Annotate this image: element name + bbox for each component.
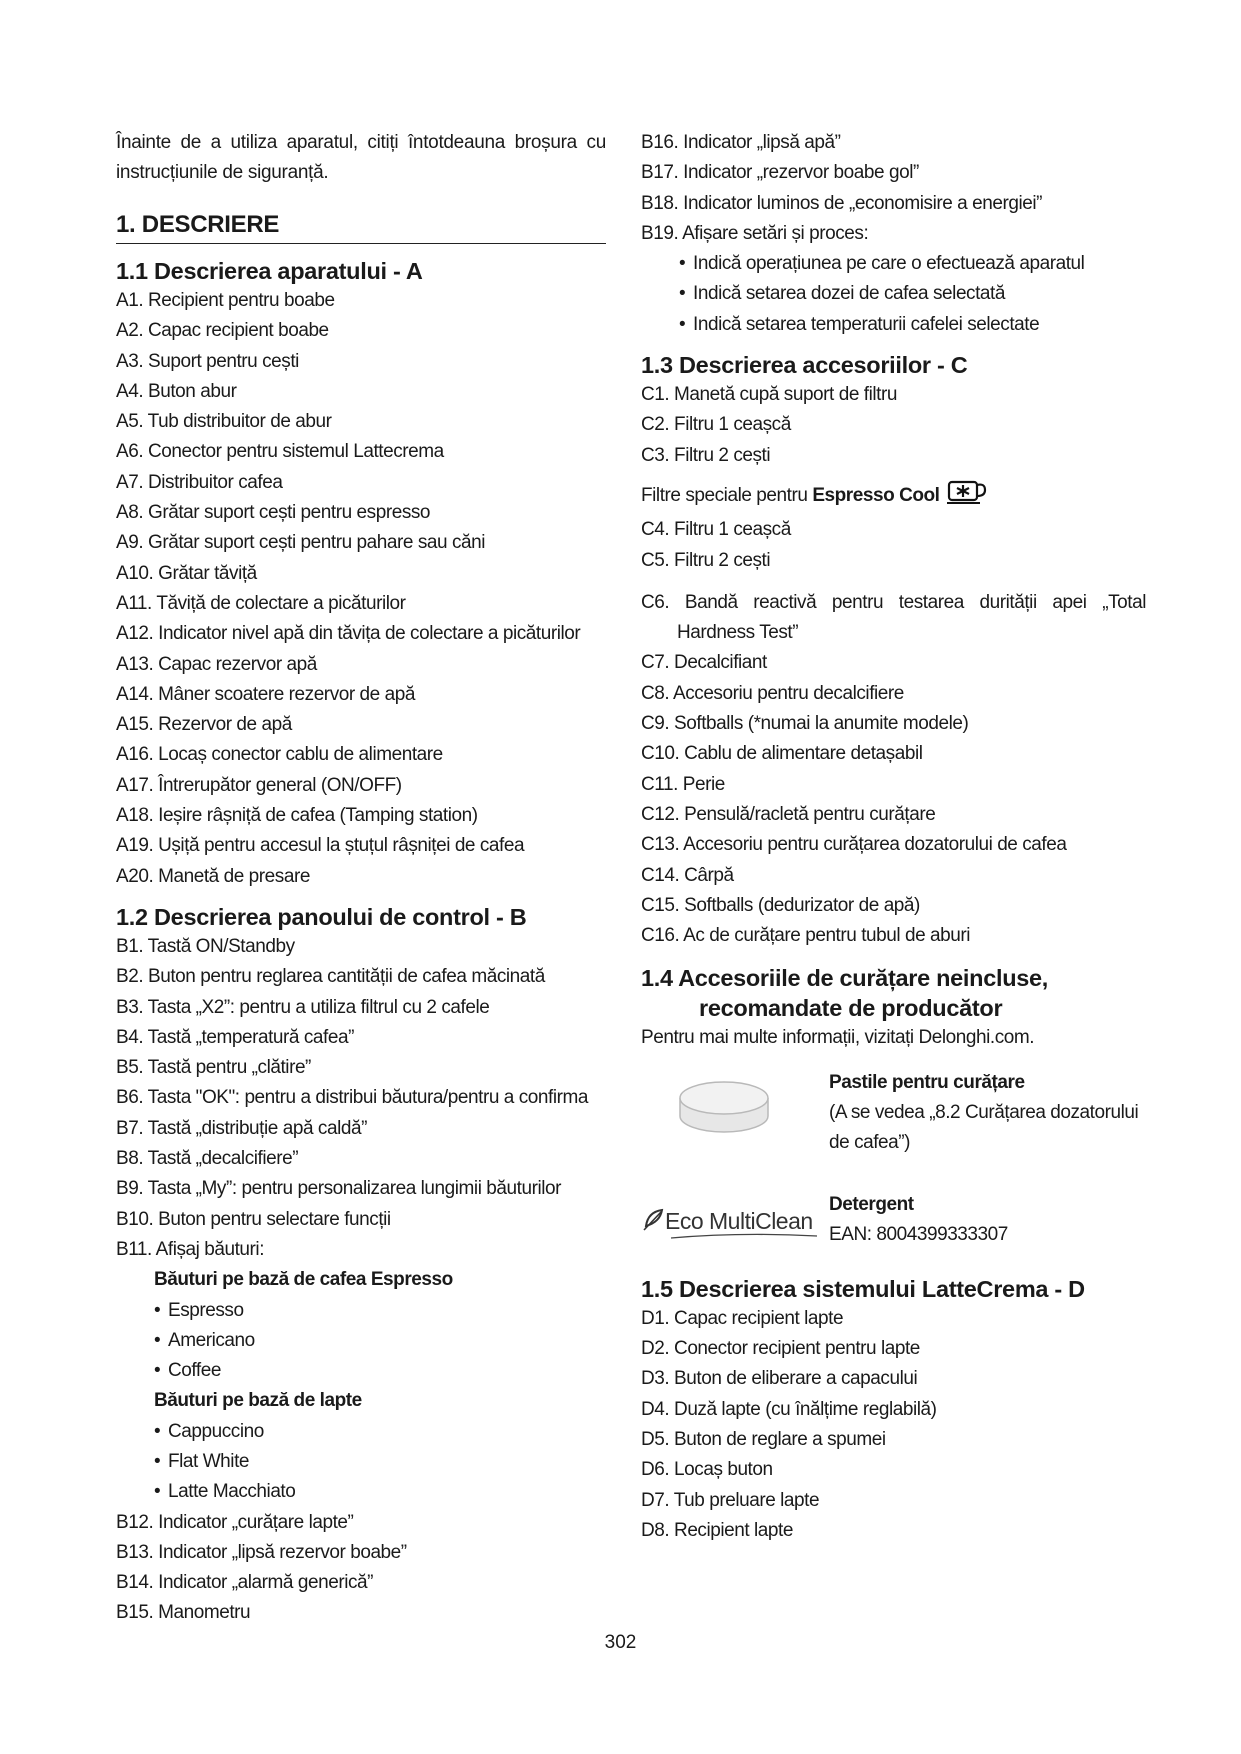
coffee-drinks-subheading: Băuturi pe bază de cafea Espresso	[154, 1269, 453, 1291]
special-filters-label: Filtre speciale pentru	[641, 484, 808, 506]
list-item: C8. Accesoriu pentru decalcifiere	[641, 682, 904, 704]
list-item: A4. Buton abur	[116, 380, 237, 402]
section-1-1-heading: 1.1 Descrierea aparatului - A	[116, 258, 423, 284]
list-item: B4. Tastă „temperatură cafea”	[116, 1026, 354, 1048]
cleaning-tablets-product	[641, 1068, 1146, 1180]
list-item: A12. Indicator nivel apă din tăvița de colectare a picăturilor	[116, 623, 581, 645]
eco-multiclean-product	[641, 1190, 1146, 1270]
section-1-2-heading: 1.2 Descrierea panoului de control - B	[116, 903, 527, 930]
list-item: B12. Indicator „curățare lapte”	[116, 1511, 354, 1533]
list-item: D4. Duză lapte (cu înălțime reglabilă)	[641, 1398, 937, 1420]
appliance-parts-list	[116, 286, 606, 892]
list-item: A7. Distribuitor cafea	[116, 471, 283, 493]
cleaning-tablets-title: Pastile pentru curățare	[829, 1071, 1025, 1093]
bullet-item: • Latte Macchiato	[116, 1477, 606, 1507]
accessories-list	[641, 380, 1146, 951]
list-item: B5. Tastă pentru „clătire”	[116, 1057, 311, 1079]
list-item: C9. Softballs (*numai la anumite modele)	[641, 713, 969, 735]
list-item: A2. Capac recipient boabe	[116, 320, 329, 342]
list-item: A14. Mâner scoatere rezervor de apă	[116, 683, 415, 705]
control-panel-list	[116, 932, 606, 1629]
section-1-4-heading	[641, 963, 1146, 1023]
list-item: C5. Filtru 2 cești	[641, 549, 771, 571]
list-item: A19. Ușiță pentru accesul la ștuțul râșniței de cafea	[116, 835, 525, 857]
espresso-cool-icon	[946, 479, 990, 515]
bullet-item: • Indică setarea dozei de cafea selectată	[641, 279, 1146, 309]
list-item: A11. Tăviță de colectare a picăturilor	[116, 592, 406, 614]
list-item: C2. Filtru 1 ceașcă	[641, 414, 791, 436]
list-item: A13. Capac rezervor apă	[116, 653, 317, 675]
lattecrema-parts-list	[641, 1304, 1146, 1546]
list-item: C6. Bandă reactivă pentru testarea durității apei „Total Hardness Test”	[641, 591, 1146, 644]
list-item: A10. Grătar tăviță	[116, 562, 257, 584]
list-item: B16. Indicator „lipsă apă”	[641, 132, 841, 153]
list-item: B6. Tasta "OK": pentru a distribui băutura/pentru a confirma	[116, 1087, 588, 1109]
list-item: C7. Decalcifiant	[641, 652, 767, 674]
list-item: A6. Conector pentru sistemul Lattecrema	[116, 441, 444, 463]
section-1-3-heading: 1.3 Descrierea accesoriilor - C	[641, 352, 968, 379]
list-item: D3. Buton de eliberare a capacului	[641, 1368, 918, 1390]
list-item: B9. Tasta „My”: pentru personalizarea lungimii băuturilor	[116, 1178, 561, 1200]
list-item: B11. Afișaj băuturi:	[116, 1238, 265, 1260]
list-item: B17. Indicator „rezervor boabe gol”	[641, 162, 919, 184]
list-item: C1. Manetă cupă suport de filtru	[641, 384, 897, 406]
list-item: B3. Tasta „X2”: pentru a utiliza filtrul cu 2 cafele	[116, 996, 490, 1018]
cleaning-tablets-description: (A se vedea „8.2 Curățarea dozatorului de cafea”)	[829, 1102, 1139, 1154]
list-item: C12. Pensulă/racletă pentru curățare	[641, 803, 936, 825]
bullet-item: • Indică operațiunea pe care o efectuează aparatul	[641, 249, 1146, 279]
list-item: A20. Manetă de presare	[116, 865, 310, 887]
detergent-ean: EAN: 8004399333307	[829, 1224, 1008, 1246]
list-item: D6. Locaș buton	[641, 1459, 773, 1481]
list-item: C15. Softballs (dedurizator de apă)	[641, 894, 920, 916]
left-column	[116, 128, 606, 1629]
right-column	[641, 128, 1146, 1546]
cleaning-tablet-icon	[676, 1076, 772, 1138]
list-item: B8. Tastă „decalcifiere”	[116, 1148, 299, 1170]
list-item: D5. Buton de reglare a spumei	[641, 1428, 886, 1450]
list-item: A3. Suport pentru cești	[116, 350, 299, 372]
section-1-heading: 1. DESCRIERE	[116, 210, 606, 244]
list-item: C4. Filtru 1 ceașcă	[641, 519, 791, 541]
list-item: B18. Indicator luminos de „economisire a energiei”	[641, 192, 1042, 214]
list-item: B13. Indicator „lipsă rezervor boabe”	[116, 1541, 407, 1563]
list-item: B14. Indicator „alarmă generică”	[116, 1572, 374, 1594]
special-filters-line	[641, 479, 1146, 515]
espresso-cool-label: Espresso Cool	[812, 484, 940, 506]
list-item: B7. Tastă „distribuție apă caldă”	[116, 1117, 367, 1139]
list-item: B19. Afișare setări și proces:	[641, 222, 869, 244]
list-item: C16. Ac de curățare pentru tubul de aburi	[641, 925, 971, 947]
list-item: C13. Accesoriu pentru curățarea dozatorului de cafea	[641, 834, 1067, 856]
list-item: A1. Recipient pentru boabe	[116, 290, 335, 311]
list-item: B2. Buton pentru reglarea cantității de cafea măcinată	[116, 966, 545, 988]
list-item: D8. Recipient lapte	[641, 1519, 793, 1541]
list-item: A18. Ieșire râșniță de cafea (Tamping station)	[116, 805, 478, 827]
bullet-item: • Flat White	[116, 1447, 606, 1477]
bullet-item: • Indică setarea temperaturii cafelei selectate	[641, 310, 1146, 340]
bullet-item: • Americano	[116, 1326, 606, 1356]
page-number: 302	[604, 1632, 637, 1653]
list-item: B15. Manometru	[116, 1602, 251, 1624]
milk-drinks-subheading: Băuturi pe bază de lapte	[154, 1390, 362, 1412]
list-item: C3. Filtru 2 cești	[641, 444, 771, 466]
section-1-5-heading: 1.5 Descrierea sistemului LatteCrema - D	[641, 1275, 1085, 1302]
list-item: D1. Capac recipient lapte	[641, 1307, 844, 1329]
list-item: A5. Tub distribuitor de abur	[116, 411, 332, 433]
list-item: B1. Tastă ON/Standby	[116, 935, 295, 957]
list-item: B10. Buton pentru selectare funcții	[116, 1208, 391, 1230]
list-item: A15. Rezervor de apă	[116, 714, 292, 736]
list-item: D2. Conector recipient pentru lapte	[641, 1338, 920, 1360]
bullet-item: • Espresso	[116, 1296, 606, 1326]
eco-multiclean-logo	[641, 1200, 821, 1249]
eco-multiclean-logo-text: Eco MultiClean	[665, 1207, 813, 1234]
list-item: A16. Locaș conector cablu de alimentare	[116, 744, 443, 766]
detergent-title: Detergent	[829, 1193, 914, 1215]
section-1-4-title-line1: 1.4 Accesoriile de curățare neincluse,	[641, 965, 1049, 992]
list-item: A17. Întrerupător general (ON/OFF)	[116, 774, 402, 796]
list-item: C11. Perie	[641, 773, 725, 795]
intro-paragraph: Înainte de a utiliza aparatul, citiți întotdeauna broșura cu instrucțiunile de siguranță.	[116, 132, 606, 183]
list-item: A8. Grătar suport cești pentru espresso	[116, 502, 431, 524]
control-panel-list-continued	[641, 128, 1146, 340]
bullet-item: • Coffee	[116, 1356, 606, 1386]
list-item: C10. Cablu de alimentare detașabil	[641, 743, 923, 765]
list-item: A9. Grătar suport cești pentru pahare sau căni	[116, 532, 486, 554]
bullet-item: • Cappuccino	[116, 1417, 606, 1447]
list-item: D7. Tub preluare lapte	[641, 1489, 820, 1511]
list-item: C14. Cârpă	[641, 864, 734, 886]
more-info-text: Pentru mai multe informații, vizitați Delonghi.com.	[641, 1027, 1035, 1049]
section-1-4-title-line2: recomandate de producător	[699, 995, 1003, 1022]
